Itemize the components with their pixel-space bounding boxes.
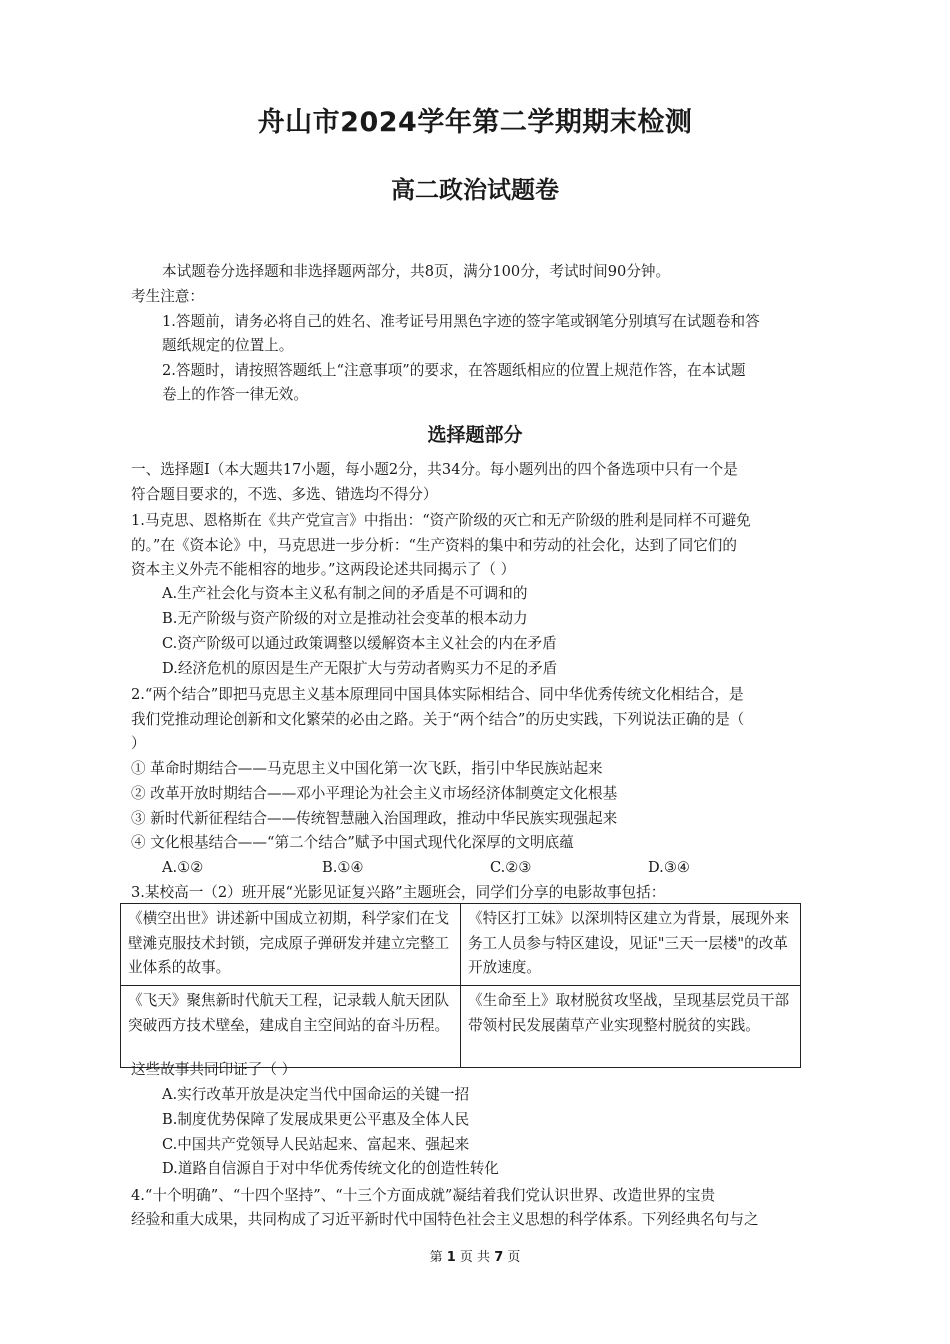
q3-stem: 3.某校高一（2）班开展“光影见证复兴路”主题班会，同学们分享的电影故事包括： xyxy=(131,884,666,901)
q1-option-b: B.无产阶级与资产阶级的对立是推动社会变革的根本动力 xyxy=(162,610,528,627)
q2-option-c: C.②③ xyxy=(490,859,532,876)
q1-stem-line-1: 1.马克思、恩格斯在《共产党宣言》中指出：“资产阶级的灭亡和无产阶级的胜利是同样不可避免 xyxy=(131,512,751,529)
q3-option-b: B.制度优势保障了发展成果更公平惠及全体人民 xyxy=(162,1111,470,1128)
q3-question: 这些故事共同印证了（ ） xyxy=(131,1061,297,1078)
q1-option-a: A.生产社会化与资本主义私有制之间的矛盾是不可调和的 xyxy=(162,585,528,602)
q1-stem-line-2: 的。”在《资本论》中，马克思进一步分析：“生产资料的集中和劳动的社会化，达到了同它们的 xyxy=(131,537,737,554)
table-cell: 《飞天》聚焦新时代航天工程，记录载人航天团队突破西方技术壁垒，建成自主空间站的奋斗历程。 xyxy=(121,986,461,1068)
page-footer xyxy=(0,1246,950,1265)
notice-2-line-2: 卷上的作答一律无效。 xyxy=(162,386,308,403)
section-instructions-line-1: 一、选择题Ⅰ（本大题共17小题，每小题2分，共34分。每小题列出的四个备选项中只有一个是 xyxy=(131,461,738,478)
intro-summary: 本试题卷分选择题和非选择题两部分，共8页，满分100分，考试时间90分钟。 xyxy=(162,263,671,280)
table-cell: 《特区打工妹》以深圳特区建立为背景，展现外来务工人员参与特区建设，见证"三天一层楼"的改革开放速度。 xyxy=(461,904,801,986)
table-row xyxy=(121,904,801,986)
q2-option-a: A.①② xyxy=(162,859,204,876)
section-title: 选择题部分 xyxy=(427,424,523,446)
q1-option-d: D.经济危机的原因是生产无限扩大与劳动者购买力不足的矛盾 xyxy=(162,660,558,677)
q4-stem-line-1: 4.“十个明确”、“十四个坚持”、“十三个方面成就”凝结着我们党认识世界、改造世界的宝贵 xyxy=(131,1187,716,1204)
section-instructions-line-2: 符合题目要求的，不选、多选、错选均不得分） xyxy=(131,486,438,503)
q2-option-d: D.③④ xyxy=(648,859,690,876)
table-cell: 《生命至上》取材脱贫攻坚战，呈现基层党员干部带领村民发展菌草产业实现整村脱贫的实践。 xyxy=(461,986,801,1068)
notice-label: 考生注意： xyxy=(131,288,204,305)
q2-statement-4: ④ 文化根基结合——“第二个结合”赋予中国式现代化深厚的文明底蕴 xyxy=(131,834,574,851)
q3-option-a: A.实行改革开放是决定当代中国命运的关键一招 xyxy=(162,1086,470,1103)
notice-1-line-1: 1.答题前，请务必将自己的姓名、准考证号用黑色字迹的签字笔或钢笔分别填写在试题卷和答 xyxy=(162,313,760,330)
page-number: 1 xyxy=(446,1250,456,1265)
table-row xyxy=(121,986,801,1068)
q3-option-d: D.道路自信源自于对中华优秀传统文化的创造性转化 xyxy=(162,1160,499,1177)
exam-subtitle: 高二政治试题卷 xyxy=(391,176,559,204)
footer-prefix: 第 xyxy=(429,1250,443,1265)
q2-stem-line-3: ） xyxy=(131,735,146,752)
page-total: 7 xyxy=(494,1250,504,1265)
footer-suffix: 页 xyxy=(507,1250,521,1265)
notice-1-line-2: 题纸规定的位置上。 xyxy=(162,337,294,354)
q2-statement-2: ② 改革开放时期结合——邓小平理论为社会主义市场经济体制奠定文化根基 xyxy=(131,785,618,802)
notice-2-line-1: 2.答题时，请按照答题纸上“注意事项”的要求，在答题纸相应的位置上规范作答，在本试题 xyxy=(162,362,746,379)
q2-stem-line-2: 我们党推动理论创新和文化繁荣的必由之路。关于“两个结合”的历史实践，下列说法正确的是（ xyxy=(131,711,745,728)
q2-stem-line-1: 2.“两个结合”即把马克思主义基本原理同中国具体实际相结合、同中华优秀传统文化相结合，是 xyxy=(131,686,744,703)
q2-option-b: B.①④ xyxy=(322,859,364,876)
q3-option-c: C.中国共产党领导人民站起来、富起来、强起来 xyxy=(162,1136,470,1153)
film-table xyxy=(120,903,801,1068)
footer-middle: 页 共 xyxy=(459,1250,491,1265)
table-cell: 《横空出世》讲述新中国成立初期，科学家们在戈壁滩克服技术封锁，完成原子弹研发并建立完整工业体系的故事。 xyxy=(121,904,461,986)
q1-option-c: C.资产阶级可以通过政策调整以缓解资本主义社会的内在矛盾 xyxy=(162,635,557,652)
q1-stem-line-3: 资本主义外壳不能相容的地步。”这两段论述共同揭示了（ ） xyxy=(131,561,516,578)
q2-statement-3: ③ 新时代新征程结合——传统智慧融入治国理政，推动中华民族实现强起来 xyxy=(131,810,618,827)
q2-statement-1: ① 革命时期结合——马克思主义中国化第一次飞跃，指引中华民族站起来 xyxy=(131,760,603,777)
exam-title: 舟山市2024学年第二学期期末检测 xyxy=(257,107,693,138)
q4-stem-line-2: 经验和重大成果，共同构成了习近平新时代中国特色社会主义思想的科学体系。下列经典名句与之 xyxy=(131,1211,759,1228)
